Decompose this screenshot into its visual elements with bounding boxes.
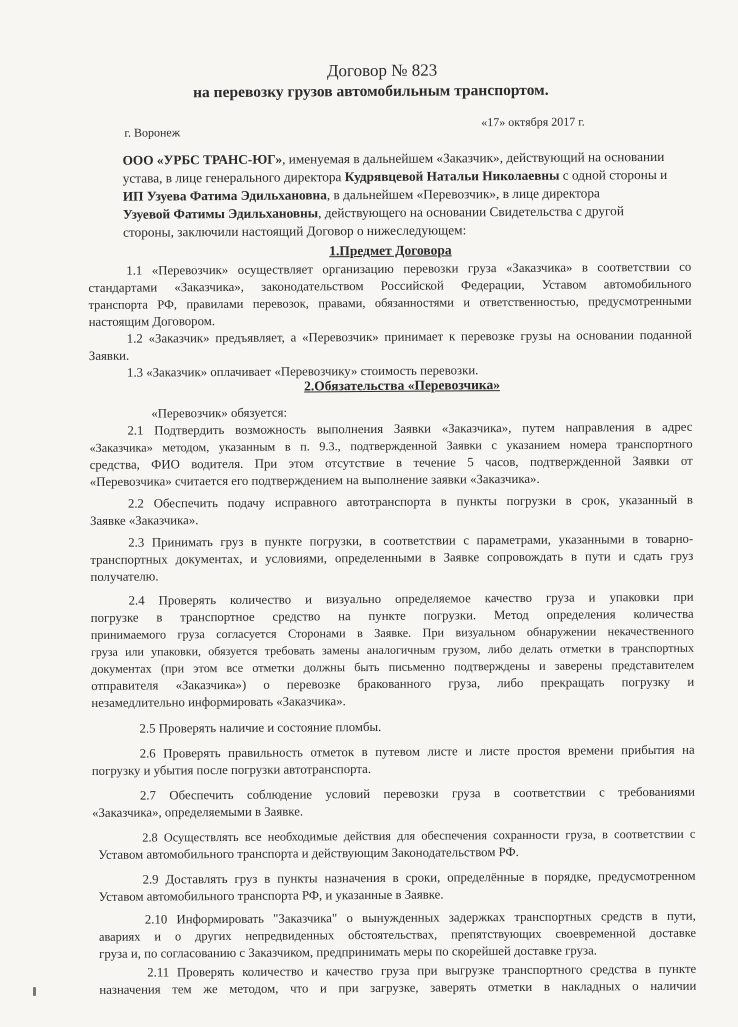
p28-line-1: 2.8 Осуществлять все необходимые действия для обеспечения сохранности груза, в соответствии с [142,826,696,845]
s1-line-6: Заявки. [88,348,130,363]
p28-line-2: Уставом автомобильного транспорта и действующим Законодательством РФ. [98,844,519,862]
s1-line-7: 1.3 «Заказчик» оплачивает «Перевозчику» стоимость перевозки. [126,363,479,380]
s1-line-3: транспорта РФ, правилами перевозок, правами, обязанностями и ответственностью, предусмотренными [88,293,692,312]
s1-line-1: 1.1 «Перевозчик» осуществляет организацию перевозки груза «Заказчика» в соответствии со [126,259,692,278]
p24-line-2: погрузке в транспортное средство на пункте погрузки. Метод определения количества [90,606,694,625]
p211-line-2: назначения тем же методом, что и при загрузке, заверять отметки в накладных о наличии [99,978,697,997]
s1-line-5: 1.2 «Заказчик» предъявляет, а «Перевозчик» принимает к перевозке грузы на основании поданной [126,327,692,346]
s1-line-4: настоящим Договором. [88,314,216,329]
p211-line-1: 2.11 Проверять количество и качество груза при выгрузке транспортного средства в пункте [147,961,697,980]
preamble-line-4: Узуевой Фатимы Эдильхановны, действующего на основании Свидетельства с другой [122,203,624,222]
p27-line-2: «Заказчика», определяемыми в Заявке. [92,804,304,820]
p22-line-1: 2.2 Обеспечить подачу исправного автотранспорта в пункты погрузки в срок, указанный в [127,492,693,511]
carrier-director: Узуевой Фатимы Эдильхановны [122,205,319,222]
scan-mark [33,987,36,996]
p21-line-1: 2.1 Подтвердить возможность выполнения Заявки «Заказчика», путем направления в адрес [127,419,693,438]
s1-line-2: стандартами «Заказчика», законодательством Российской Федерации, Уставом автомобильного [88,276,692,295]
p23-line-3: получателю. [90,569,159,584]
preamble-line-1: ООО «УРБС ТРАНС-ЮГ», именуемая в дальнейшем «Заказчик», действующий на основании [122,148,665,168]
s2-intro: «Перевозчик» обязуется: [151,405,288,421]
p24-line-5: документах (при этом все отметки должны быть письменно подтверждены и заверены представителем [91,657,695,676]
p21-line-2: «Заказчика» методом, указанным в п. 9.3., подтвержденной Заявки с указанием номера транспортного [89,436,693,455]
p24-line-4: груза или упаковки, обязуется требовать замены аналогичным грузом, либо делать отметки в транспортных [90,640,695,659]
carrier-name: ИП Узуева Фатима Эдильхановна [122,187,327,204]
customer-director: Кудрявцевой Натальи Николаевны [344,167,560,185]
p29-line-2: Уставом автомобильного транспорта РФ, и указанные в Заявке. [98,887,444,904]
contract-subtitle: на перевозку грузов автомобильным транспортом. [193,81,549,102]
p27-line-1: 2.7 Обеспечить соблюдение условий перевозки груза в соответствии с требованиями [139,784,696,803]
p26-line-1: 2.6 Проверять правильность отметок в путевом листе и листе простоя времени прибытия на [139,742,695,761]
p210-line-3: груза и, по согласованию с Заказчиком, предпринимать меры по скорейшей доставке груза. [99,943,598,961]
section-2-heading: 2.Обязательства «Перевозчика» [304,377,501,394]
contract-title: Договор № 823 [326,60,438,81]
p24-line-1: 2.4 Проверять количество и визуально определяемое качество груза и упаковки при [128,589,694,608]
p24-line-7: незамедлительно информировать «Заказчика». [91,694,346,710]
preamble-line-3: ИП Узуева Фатима Эдильхановна, в дальнейшем «Перевозчик», в лице директора [122,185,600,204]
customer-name: ООО «УРБС ТРАНС-ЮГ» [122,151,283,168]
p23-line-2: транспортных документах, и условиями, определенными в Заявке сопровождать в пути и сдать груз [90,548,694,567]
p210-line-2: авариях и о других непредвиденных обстоятельствах, препятствующих своевременной доставке [98,925,696,944]
preamble-line-2: устава, в лице генерального директора Кудрявцевой Натальи Николаевны с одной стороны и [122,166,668,186]
p24-line-6: отправителя «Заказчика») о перевозке бракованного груза, либо прекращать погрузку и [91,674,695,693]
preamble-line-5: стороны, заключили настоящий Договор о нижеследующем: [122,222,467,240]
p25-line: 2.5 Проверять наличие и состояние пломбы. [139,719,382,736]
p210-line-1: 2.10 Информировать "Заказчика" о вынужденных задержках транспортных средств в пути, [144,908,696,927]
p21-line-4: «Перевозчика» считается его подтверждением на выполнение заявки «Заказчика». [89,471,540,489]
p29-line-1: 2.9 Доставлять груз в пункты назначения в сроки, определённые в порядке, предусмотренном [142,868,696,887]
p23-line-1: 2.3 Принимать груз в пункте погрузки, в соответствии с параметрами, указанными в товарно- [128,531,694,550]
p24-line-3: принимаемого груза согласуется Сторонами в Заявке. При визуальном обнаружении некачественного [90,623,694,642]
section-1-heading: 1.Предмет Договора [329,242,452,259]
p21-line-3: средства, ФИО водителя. При этом отсутствие в течение 5 часов, подтвержденной Заявки от [89,453,693,472]
p22-line-2: Заявке «Заказчика». [90,513,199,528]
contract-city: г. Воронеж [124,125,181,140]
contract-date: «17» октября 2017 г. [481,114,585,130]
p26-line-2: погрузку и убытия после погрузки автотранспорта. [91,761,372,778]
